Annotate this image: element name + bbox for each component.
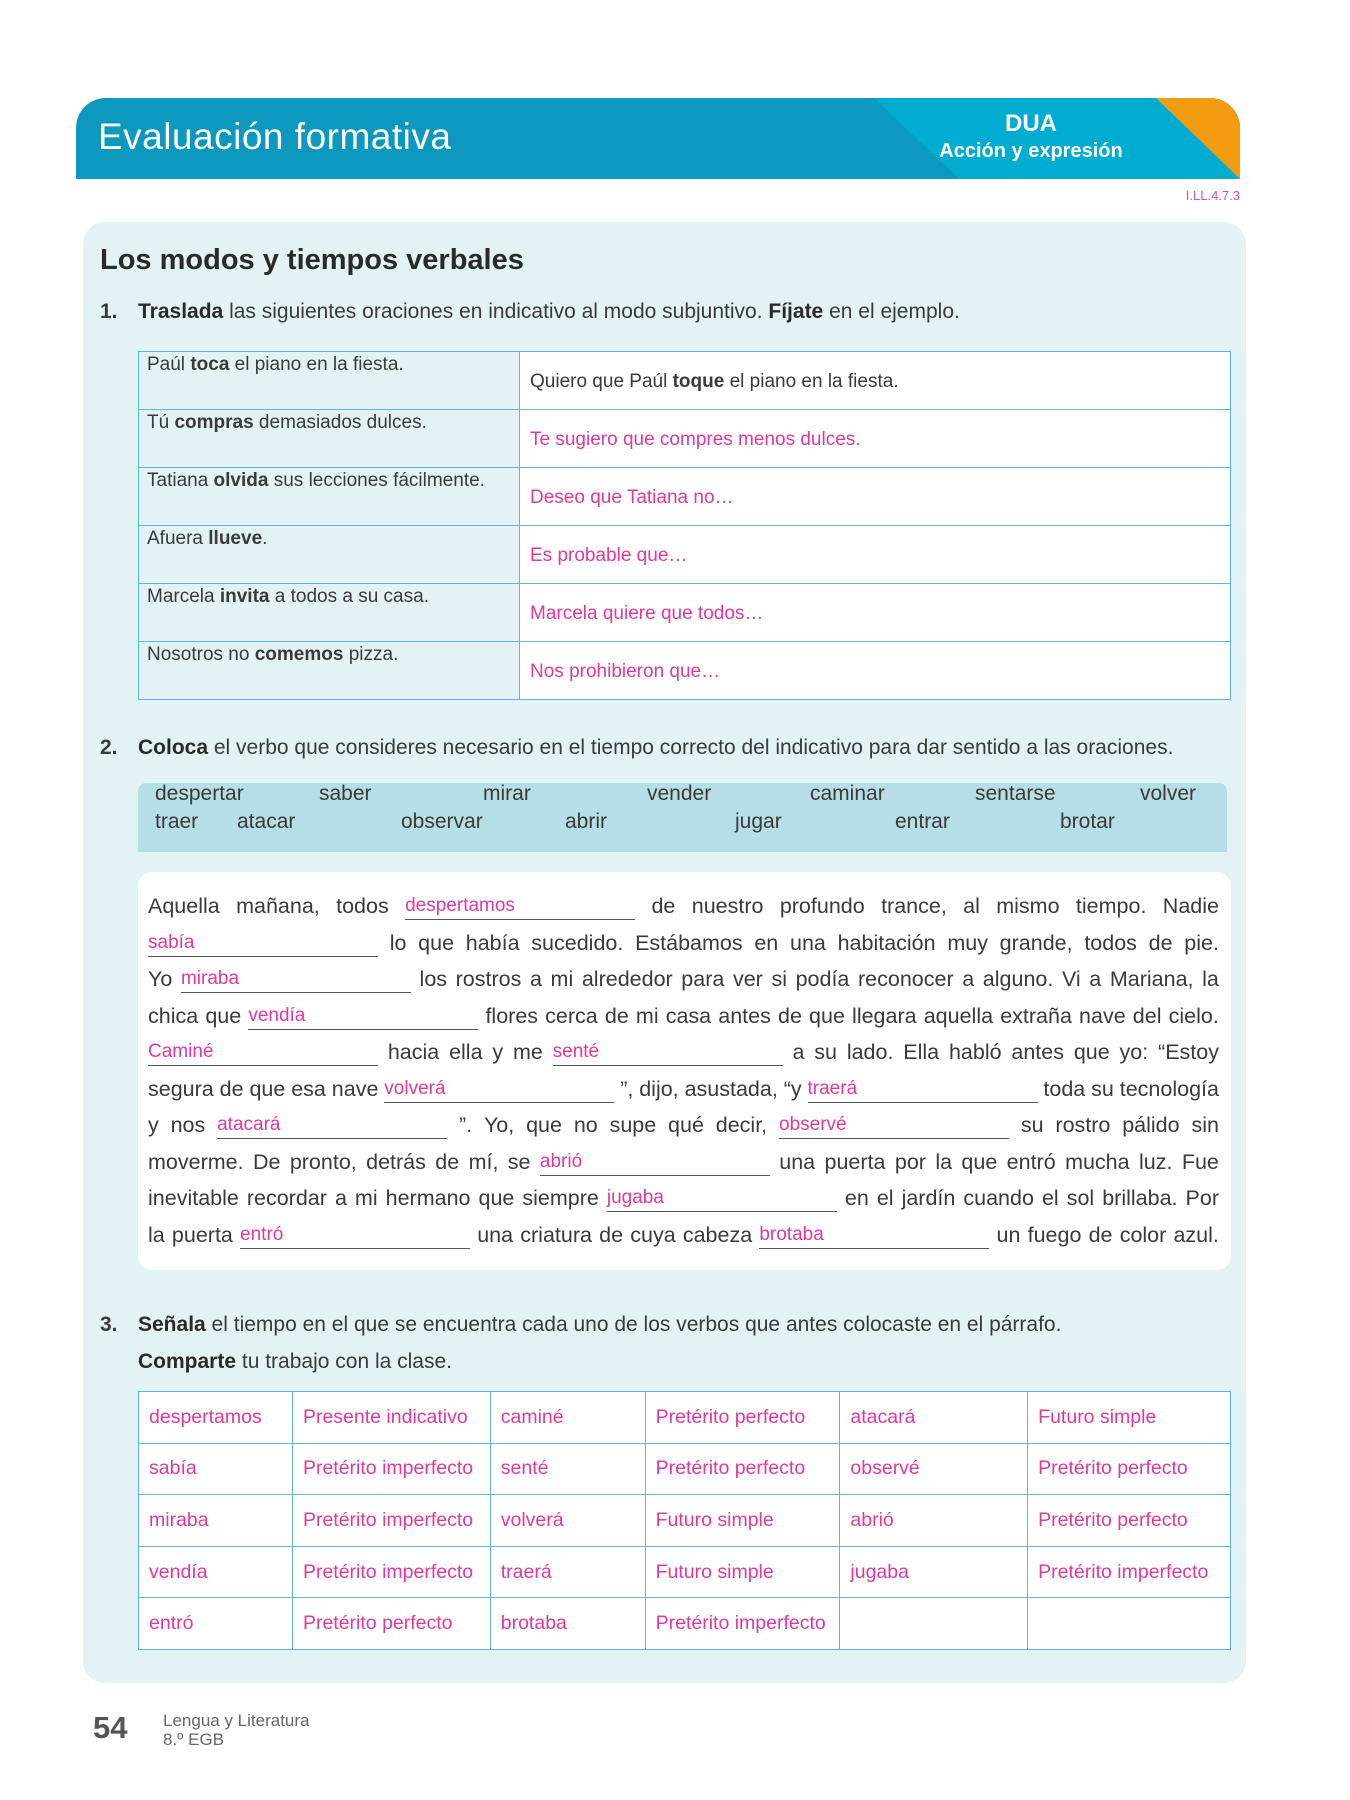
paragraph-word: detrás: [366, 1149, 426, 1174]
sentence-text: sus lecciones fácilmente.: [268, 470, 485, 491]
paragraph-word: De: [252, 1149, 281, 1174]
word-bank-item: traer: [155, 810, 199, 833]
paragraph-word: aquella: [923, 1003, 994, 1028]
answer-blank: Caminé: [148, 1039, 378, 1066]
indicative-verb: toca: [190, 354, 230, 375]
paragraph-word: ella: [449, 1040, 483, 1064]
paragraph-word: cuando: [963, 1186, 1034, 1210]
indicative-cell: [139, 352, 520, 410]
verb-cell: traerá: [490, 1546, 645, 1598]
paragraph-word: luz.: [1138, 1149, 1173, 1174]
word-bank-item: jugar: [735, 810, 782, 833]
paragraph-word: había: [465, 930, 520, 955]
paragraph-word: mi: [354, 1186, 378, 1210]
table-row: [139, 1598, 1231, 1650]
paragraph-word: a: [529, 967, 542, 991]
paragraph-word: mismo: [996, 894, 1060, 918]
paragraph-word: esa: [291, 1076, 326, 1101]
q1-text: las siguientes oraciones en indicativo al modo subjuntivo.: [223, 300, 769, 323]
paragraph-word: mañana,: [236, 894, 320, 918]
word-bank-item: abrir: [565, 810, 608, 833]
answer-blank: traerá: [808, 1076, 1038, 1103]
paragraph-word: toda: [1043, 1076, 1086, 1101]
tense-cell: Pretérito perfecto: [645, 1392, 840, 1444]
paragraph-word: que: [418, 930, 455, 955]
verb-cell: entró: [139, 1598, 293, 1650]
sentence-text: Paúl: [147, 354, 191, 375]
verb-cell: senté: [490, 1443, 645, 1495]
table-row: [139, 468, 1231, 526]
answer-blank: volverá: [384, 1076, 614, 1103]
verb-cell: atacará: [840, 1392, 1028, 1444]
q3-text-2: tu trabajo con la clase.: [236, 1350, 452, 1373]
paragraph-word: fuego: [1027, 1222, 1082, 1247]
paragraph-word: una: [477, 1222, 514, 1247]
paragraph-word: Nadie: [1162, 894, 1219, 918]
paragraph-word: Por: [1185, 1186, 1219, 1210]
subjunctive-cell: [520, 468, 1231, 526]
sentence-text: a todos a su casa.: [269, 586, 429, 607]
verb-cell: abrió: [840, 1495, 1028, 1547]
paragraph-word: Mariana,: [1109, 967, 1194, 991]
sentence-text: Afuera: [147, 528, 209, 549]
paragraph-line: [148, 1180, 1219, 1217]
paragraph-word: qué: [668, 1113, 704, 1137]
paragraph-word: que: [809, 1003, 845, 1028]
tense-cell: Pretérito perfecto: [1028, 1495, 1231, 1547]
paragraph-word: que: [961, 1149, 998, 1174]
paragraph-word: “Estoy: [1158, 1040, 1219, 1064]
paragraph-word: pálido: [1122, 1113, 1180, 1137]
paragraph-word: sucedido.: [531, 930, 624, 955]
paragraph-word: la: [148, 1222, 165, 1247]
example-text: el piano en la fiesta.: [724, 371, 899, 392]
paragraph-word: el: [876, 1186, 894, 1210]
word-bank-item: despertar: [155, 782, 244, 805]
paragraph-word: hermano: [385, 1186, 471, 1210]
paragraph-word: cabeza: [682, 1222, 753, 1247]
paragraph-word: cerca: [545, 1003, 598, 1028]
paragraph-word: dijo,: [639, 1076, 679, 1101]
paragraph-word: alrededor: [581, 967, 673, 991]
paragraph-word: lo: [389, 930, 407, 955]
verb-cell: vendía: [139, 1546, 293, 1598]
paragraph-word: rostros: [455, 967, 522, 991]
indicative-cell: [139, 526, 520, 584]
paragraph-word: antes: [718, 1003, 771, 1028]
table-row: [139, 1443, 1231, 1495]
paragraph-word: rostro: [1055, 1113, 1111, 1137]
tense-table: [138, 1391, 1231, 1650]
table-row: [139, 584, 1231, 642]
paragraph-word: puerta: [171, 1222, 233, 1247]
indicative-verb: invita: [219, 586, 270, 607]
paragraph-word: tecnología: [1119, 1076, 1219, 1101]
tense-cell: Pretérito imperfecto: [645, 1598, 840, 1650]
question-1: [100, 300, 960, 324]
paragraph-word: trance,: [881, 894, 947, 918]
tense-cell: Futuro simple: [645, 1495, 840, 1547]
paragraph-word: Aquella: [148, 894, 220, 918]
tense-cell: Presente indicativo: [292, 1392, 490, 1444]
word-bank-item: sentarse: [975, 782, 1056, 805]
paragraph-word: del: [1132, 1003, 1162, 1028]
word-bank-item: entrar: [895, 810, 950, 833]
paragraph-line: [148, 925, 1219, 962]
paragraph-word: en: [844, 1186, 869, 1210]
table-row: [139, 1392, 1231, 1444]
paragraph-word: y: [492, 1040, 504, 1064]
tense-cell: Pretérito imperfecto: [292, 1546, 490, 1598]
paragraph-word: que: [205, 1003, 242, 1028]
paragraph-line: [148, 998, 1219, 1035]
answer-blank: miraba: [181, 966, 411, 993]
verb-cell: despertamos: [139, 1392, 293, 1444]
question-number: 2.: [100, 736, 118, 759]
table-row: [139, 410, 1231, 468]
paragraph-word: inevitable: [148, 1186, 239, 1210]
subjunctive-cell: [520, 352, 1231, 410]
paragraph-word: podía: [795, 967, 850, 991]
sentence-text: Nosotros no: [147, 644, 255, 665]
indicative-verb: compras: [174, 412, 254, 433]
paragraph-word: de: [651, 894, 676, 918]
answer-text: Marcela quiere que todos…: [530, 603, 764, 624]
paragraph-word: yo:: [1119, 1040, 1149, 1064]
answer-text: Es probable que…: [530, 545, 688, 566]
tense-cell: Futuro simple: [1028, 1392, 1231, 1444]
paragraph-word: de: [219, 1076, 244, 1101]
paragraph-word: moverme.: [148, 1149, 244, 1174]
paragraph-word: llegara: [852, 1003, 917, 1028]
paragraph-word: tiempo.: [1075, 894, 1147, 918]
paragraph-word: ver: [732, 967, 763, 991]
example-text: Quiero que Paúl: [530, 371, 673, 392]
sentence-text: Marcela: [147, 586, 220, 607]
paragraph-word: todos: [336, 894, 389, 918]
paragraph-word: no: [573, 1113, 598, 1137]
table-row: [139, 352, 1231, 410]
section-title: Los modos y tiempos verbales: [100, 244, 524, 276]
paragraph-word: pronto,: [289, 1149, 357, 1174]
verb-cell: miraba: [139, 1495, 293, 1547]
paragraph-word: Vi: [1061, 967, 1081, 991]
paragraph-line: [148, 1217, 1219, 1254]
paragraph-word: nuestro: [691, 894, 764, 918]
word-bank: [138, 783, 1227, 852]
indicative-cell: [139, 410, 520, 468]
page-title: Evaluación formativa: [98, 116, 452, 157]
dua-subtitle: Acción y expresión: [939, 140, 1123, 162]
subjunctive-cell: [520, 584, 1231, 642]
paragraph-word: a: [1089, 967, 1102, 991]
indicative-verb: comemos: [254, 644, 344, 665]
paragraph-word: Fue: [1181, 1149, 1219, 1174]
verb-cell: brotaba: [490, 1598, 645, 1650]
paragraph-word: mucha: [1065, 1149, 1130, 1174]
table-row: [139, 642, 1231, 700]
paragraph-word: alguno.: [982, 967, 1054, 991]
word-bank-item: vender: [647, 782, 712, 805]
paragraph-word: los: [419, 967, 448, 991]
paragraph-word: que: [478, 1186, 515, 1210]
paragraph-word: color: [1119, 1222, 1167, 1247]
paragraph-word: su: [1091, 1076, 1114, 1101]
paragraph-word: que: [1073, 1040, 1110, 1064]
paragraph-word: todos: [1084, 930, 1137, 955]
paragraph-line: [148, 1144, 1219, 1181]
paragraph-word: mi: [550, 967, 574, 991]
paragraph-word: si: [771, 967, 787, 991]
answer-blank: atacará: [217, 1112, 447, 1139]
paragraph-word: Yo,: [483, 1113, 515, 1137]
answer-blank: abrió: [540, 1149, 770, 1176]
paragraph-word: una: [789, 930, 826, 955]
paragraph-word: por: [894, 1149, 926, 1174]
paragraph-word: ”,: [620, 1076, 634, 1101]
verb-cell: observé: [840, 1443, 1028, 1495]
paragraph-word: muy: [947, 930, 988, 955]
verb-cell: [840, 1598, 1028, 1650]
table-row: [139, 1546, 1231, 1598]
paragraph-word: nave: [1079, 1003, 1126, 1028]
paragraph-word: de: [604, 1003, 629, 1028]
sentence-text: Tatiana: [147, 470, 214, 491]
paragraph-word: se: [507, 1149, 531, 1174]
paragraph-word: jardín: [901, 1186, 956, 1210]
word-bank-item: atacar: [237, 810, 296, 833]
paragraph-word: decir,: [715, 1113, 768, 1137]
paragraph-line: [148, 1107, 1219, 1144]
paragraph-word: pie.: [1184, 930, 1219, 955]
verb-cell: volverá: [490, 1495, 645, 1547]
paragraph-word: antes: [1011, 1040, 1064, 1064]
paragraph-word: mi: [635, 1003, 659, 1028]
q3-verb-2: Comparte: [138, 1350, 237, 1373]
paragraph-word: que: [249, 1076, 286, 1101]
q2-verb: Coloca: [138, 736, 209, 759]
q2-text: el verbo que consideres necesario en el tiempo correcto del indicativo para dar sentido a las oraciones.: [208, 736, 1174, 759]
dua-badge: [936, 110, 1126, 164]
q3-verb: Señala: [138, 1313, 206, 1336]
paragraph-word: reconocer: [858, 967, 954, 991]
paragraph-word: azul.: [1173, 1222, 1219, 1247]
word-bank-item: brotar: [1060, 810, 1115, 833]
tense-cell: Pretérito perfecto: [645, 1443, 840, 1495]
answer-text: Nos prohibieron que…: [530, 661, 721, 682]
tense-cell: [1028, 1598, 1231, 1650]
answer-blank: brotaba: [759, 1222, 989, 1249]
answer-text: Te sugiero que compres menos dulces.: [530, 429, 861, 450]
paragraph-word: mí,: [468, 1149, 499, 1174]
sentence-text: pizza.: [343, 644, 399, 665]
paragraph-word: casa: [665, 1003, 712, 1028]
paragraph-word: de: [599, 1222, 624, 1247]
answer-blank: senté: [553, 1039, 783, 1066]
tense-cell: Pretérito imperfecto: [292, 1495, 490, 1547]
paragraph-word: asustada,: [684, 1076, 778, 1101]
table-row: [139, 1495, 1231, 1547]
paragraph-word: de: [435, 1149, 460, 1174]
paragraph-word: su: [814, 1040, 837, 1064]
paragraph-word: cielo.: [1168, 1003, 1219, 1028]
indicative-cell: [139, 468, 520, 526]
paragraph-word: me: [512, 1040, 543, 1064]
paragraph-line: [148, 888, 1219, 925]
sentence-text: demasiados dulces.: [253, 412, 427, 433]
sentence-text: el piano en la fiesta.: [229, 354, 404, 375]
subjunctive-cell: [520, 410, 1231, 468]
paragraph-word: y: [148, 1113, 159, 1137]
answer-blank: observé: [779, 1112, 1009, 1139]
q3-text: el tiempo en el que se encuentra cada uno de los verbos que antes colocaste en el párrafo.: [205, 1313, 1062, 1336]
paragraph-word: a: [962, 967, 975, 991]
paragraph-word: al: [963, 894, 980, 918]
word-bank-item: saber: [319, 782, 372, 805]
answer-blank: entró: [240, 1222, 470, 1249]
indicative-verb: olvida: [213, 470, 269, 491]
paragraph-word: entró: [1006, 1149, 1056, 1174]
paragraph-word: de: [1148, 930, 1173, 955]
word-bank-item: caminar: [810, 782, 885, 805]
paragraph-word: flores: [485, 1003, 539, 1028]
tense-cell: Pretérito imperfecto: [292, 1443, 490, 1495]
verb-cell: sabía: [139, 1443, 293, 1495]
paragraph-word: nave: [331, 1076, 379, 1101]
paragraph-word: Ella: [903, 1040, 940, 1064]
paragraph-word: hacia: [387, 1040, 440, 1064]
paragraph-word: a: [334, 1186, 347, 1210]
answer-blank: despertamos: [405, 893, 635, 920]
paragraph-word: grande,: [999, 930, 1073, 955]
question-number: 1.: [100, 300, 118, 323]
paragraph-line: [148, 961, 1219, 998]
paragraph-word: cuya: [630, 1222, 676, 1247]
paragraph-word: de: [778, 1003, 802, 1028]
verb-cell: jugaba: [840, 1546, 1028, 1598]
word-bank-item: mirar: [483, 782, 531, 805]
paragraph-word: segura: [148, 1076, 214, 1101]
paragraph-word: Estábamos: [635, 930, 743, 955]
subject: Lengua y Literatura: [163, 1711, 310, 1730]
paragraph-word: la: [935, 1149, 953, 1174]
grade: 8.º EGB: [163, 1730, 225, 1749]
conversion-table: [138, 351, 1231, 700]
paragraph-word: criatura: [520, 1222, 592, 1247]
question-2: [100, 736, 1173, 760]
paragraph-word: chica: [148, 1003, 199, 1028]
paragraph-word: que: [526, 1113, 562, 1137]
subjunctive-cell: [520, 526, 1231, 584]
paragraph-word: habló: [948, 1040, 1002, 1064]
paragraph-word: recordar: [246, 1186, 327, 1210]
paragraph-word: un: [996, 1222, 1021, 1247]
paragraph-line: [148, 1034, 1219, 1071]
word-bank-item: volver: [1140, 782, 1197, 805]
skill-code: I.LL.4.7.3: [1185, 188, 1240, 203]
question-number: 3.: [100, 1313, 118, 1336]
paragraph-line: [148, 1071, 1219, 1108]
paragraph-word: sol: [1066, 1186, 1095, 1210]
q1-verb: Traslada: [138, 300, 224, 323]
footer-info: [163, 1711, 310, 1749]
answer-text: Deseo que Tatiana no…: [530, 487, 734, 508]
sentence-text: .: [262, 528, 268, 549]
paragraph-word: su: [1020, 1113, 1044, 1137]
tense-cell: Pretérito perfecto: [1028, 1443, 1231, 1495]
subjunctive-verb: toque: [672, 371, 725, 392]
paragraph-word: lado.: [846, 1040, 894, 1064]
paragraph-word: nos: [170, 1113, 206, 1137]
paragraph-word: una: [779, 1149, 816, 1174]
answer-blank: sabía: [148, 930, 378, 957]
paragraph-word: para: [681, 967, 725, 991]
verb-cell: caminé: [490, 1392, 645, 1444]
paragraph-word: siempre: [522, 1186, 599, 1210]
paragraph-word: la: [1202, 967, 1219, 991]
tense-cell: Futuro simple: [645, 1546, 840, 1598]
paragraph-word: el: [1041, 1186, 1059, 1210]
paragraph-word: de: [1088, 1222, 1113, 1247]
fill-in-paragraph: [138, 872, 1231, 1270]
tense-cell: Pretérito perfecto: [292, 1598, 490, 1650]
q1-text-2: en el ejemplo.: [823, 300, 960, 323]
indicative-verb: llueve: [208, 528, 263, 549]
answer-blank: vendía: [248, 1003, 478, 1030]
sentence-text: Tú: [147, 412, 175, 433]
paragraph-word: “y: [783, 1076, 802, 1101]
paragraph-word: puerta: [824, 1149, 886, 1174]
paragraph-word: brillaba.: [1102, 1186, 1178, 1210]
subjunctive-cell: [520, 642, 1231, 700]
paragraph-word: en: [754, 930, 779, 955]
page-number: 54: [93, 1710, 128, 1745]
header-banner: [76, 98, 1240, 179]
paragraph-word: sin: [1191, 1113, 1219, 1137]
paragraph-word: profundo: [779, 894, 865, 918]
indicative-cell: [139, 642, 520, 700]
paragraph-word: Yo: [148, 967, 173, 991]
answer-blank: jugaba: [607, 1185, 837, 1212]
question-3: [100, 1306, 1061, 1380]
paragraph-word: ”.: [458, 1113, 473, 1137]
word-bank-item: observar: [401, 810, 483, 833]
paragraph-word: a: [792, 1040, 805, 1064]
indicative-cell: [139, 584, 520, 642]
q1-verb-2: Fíjate: [768, 300, 824, 323]
tense-cell: Pretérito imperfecto: [1028, 1546, 1231, 1598]
dua-label: DUA: [1005, 110, 1057, 137]
table-row: [139, 526, 1231, 584]
paragraph-word: supe: [609, 1113, 657, 1137]
paragraph-word: extraña: [1000, 1003, 1072, 1028]
paragraph-word: habitación: [837, 930, 936, 955]
